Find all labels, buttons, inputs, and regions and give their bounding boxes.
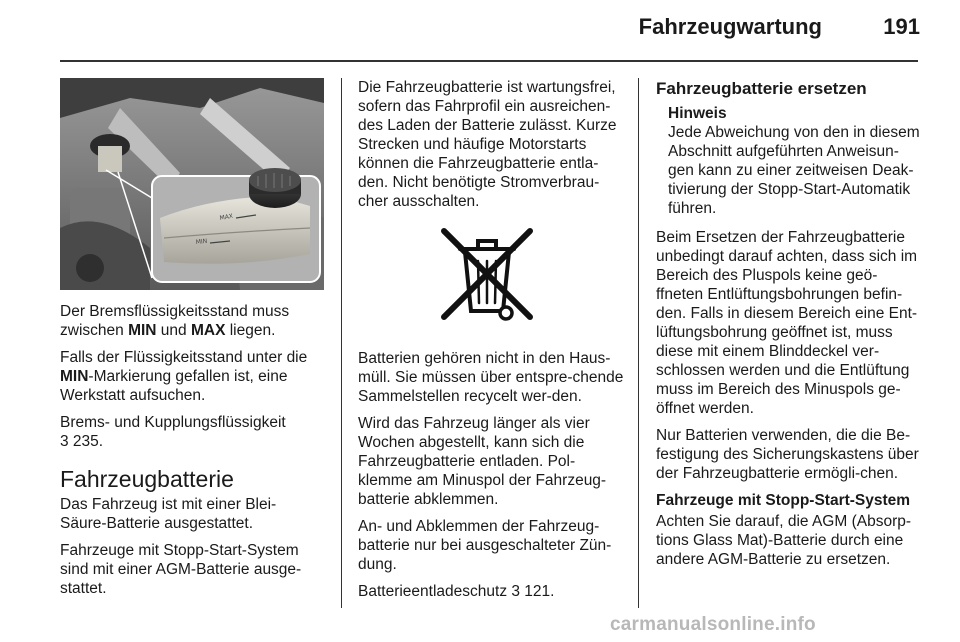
paragraph-discharge-protection[interactable]: Batterieentladeschutz 3 121. bbox=[358, 583, 555, 600]
paragraph-lead-acid: Das Fahrzeug ist mit einer Blei-Säure-Batterie ausgestattet. bbox=[60, 496, 277, 532]
paragraph-min-max: Der Bremsflüssigkeitsstand muss zwischen MIN und MAX liegen. bbox=[60, 303, 290, 339]
paragraph-long-parking: Wird das Fahrzeug länger als vier Wochen abgestellt, kann sich die Fahrzeugbatterie entladen. Pol-klemme am Minuspol der Fahrzeug-batterie abklemmen. bbox=[358, 415, 607, 508]
paragraph-agm-replace: Achten Sie darauf, die AGM (Absorp-tions Glass Mat)-Batterie durch eine andere AGM-Batterie zu ersetzen. bbox=[656, 513, 912, 568]
subheading-replace-battery: Fahrzeugbatterie ersetzen bbox=[656, 79, 867, 98]
brake-fluid-reservoir-photo bbox=[60, 78, 324, 290]
paragraph-maintenance-free: Die Fahrzeugbatterie ist wartungsfrei, sofern das Fahrprofil ein ausreichen-des Laden der Batterie zulässt. Kurze Strecken und häufige Motorstarts können die Fahrzeugbatterie entla-den. Nicht benötigte Stromverbrau-cher ausschalten. bbox=[358, 79, 617, 210]
paragraph-below-min: Falls der Flüssigkeitsstand unter die MIN-Markierung gefallen ist, eine Werkstatt aufsuchen. bbox=[60, 349, 308, 404]
paragraph-disposal: Batterien gehören nicht in den Haus-müll. Sie müssen über entspre-chende Sammelstellen recycelt wer-den. bbox=[358, 350, 624, 405]
max-label: MAX bbox=[219, 212, 234, 222]
paragraph-fluid-reference: Brems- und Kupplungsflüssigkeit 3 235. bbox=[60, 414, 286, 450]
paragraph-agm: Fahrzeuge mit Stopp-Start-System sind mit einer AGM-Batterie ausge-stattet. bbox=[60, 542, 302, 597]
min-marker-text: MIN bbox=[128, 322, 157, 339]
max-marker-text: MAX bbox=[190, 322, 226, 339]
column-1 bbox=[60, 302, 322, 606]
crossed-out-bin-icon bbox=[432, 219, 542, 329]
header-rule bbox=[60, 60, 918, 62]
paragraph-vent-holes: Beim Ersetzen der Fahrzeugbatterie unbedingt darauf achten, dass sich im Bereich des Pluspols keine geö-ffneten Entlüftungsbohrungen befin-den. Falls in diesem Bereich eine Ent-lüftungsbohrung geöffnet ist, muss diese mit einem Blinddeckel ver-schlossen werden und die Entlüftung muss im Bereich des Minuspols ge-öffnet werden. bbox=[656, 229, 918, 417]
watermark: carmanualsonline.info bbox=[610, 614, 816, 635]
min-label: MIN bbox=[195, 237, 208, 246]
note-text: Jede Abweichung von den in diesem Abschnitt aufgeführten Anweisun-gen kann zu einer zeitweisen Deak-tivierung der Stopp-Start-Automatik führen. bbox=[668, 124, 920, 217]
min-marker-text-2: MIN bbox=[60, 368, 89, 385]
note-title: Hinweis bbox=[668, 105, 727, 122]
column-3 bbox=[656, 78, 922, 577]
section-heading-battery: Fahrzeugbatterie bbox=[60, 466, 234, 492]
column-2 bbox=[358, 78, 626, 609]
page-number: 191 bbox=[883, 14, 920, 39]
column-divider-right bbox=[638, 78, 639, 608]
page-reference-link[interactable]: 3 235. bbox=[60, 433, 104, 450]
note-box bbox=[656, 104, 922, 218]
column-divider-left bbox=[341, 78, 342, 608]
paragraph-fuse-box: Nur Batterien verwenden, die die Be-festigung des Sicherungskastens über der Fahrzeugbatterie ermögli-chen. bbox=[656, 427, 919, 482]
bold-line-stop-start: Fahrzeuge mit Stopp-Start-System bbox=[656, 492, 911, 509]
running-header-title: Fahrzeugwartung bbox=[638, 14, 822, 39]
paragraph-ignition-off: An- und Abklemmen der Fahrzeug-batterie nur bei ausgeschalteter Zün-dung. bbox=[358, 518, 612, 573]
